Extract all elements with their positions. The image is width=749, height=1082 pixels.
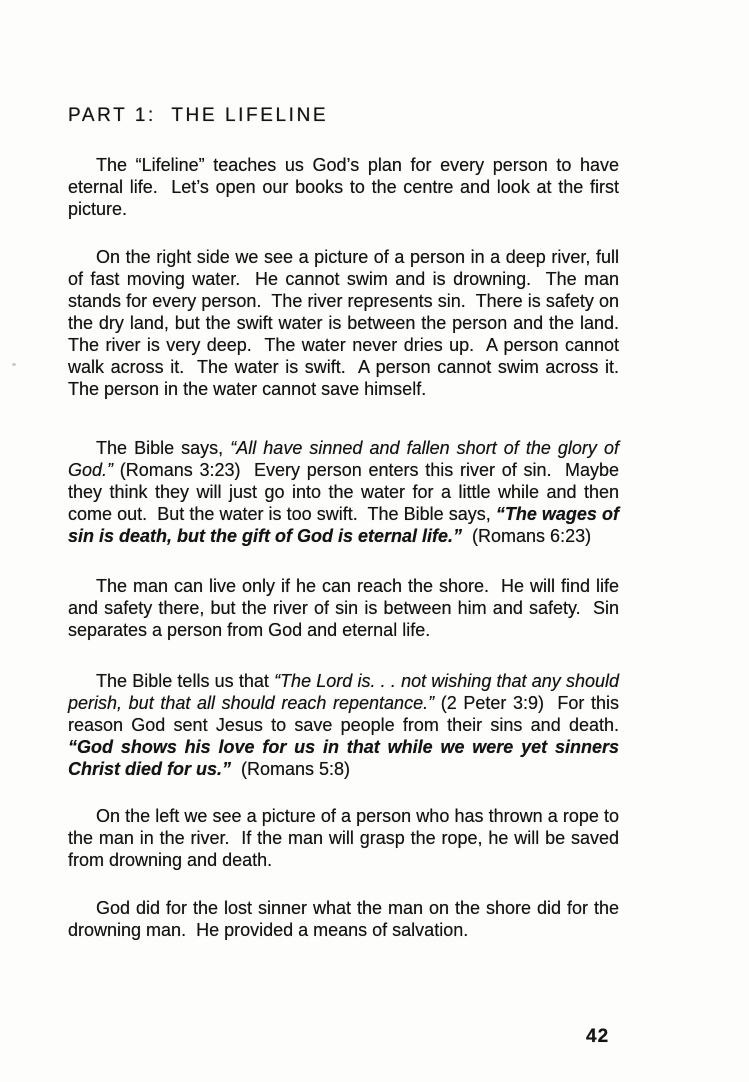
text-segment: “The wages of sin is death, but the gift of God is eternal life.” — [68, 504, 625, 546]
text-block — [68, 0, 630, 941]
text-segment: “All have sinned and fallen short of the glory of God.” — [68, 438, 624, 480]
paragraph — [68, 670, 629, 780]
text-segment: (Romans 6:23) — [462, 526, 592, 546]
paragraph — [68, 575, 625, 641]
text-segment: On the left we see a picture of a person who has thrown a rope to the man in the river. If the man will grasp the rope, he will be saved from drowning and death. — [68, 806, 625, 870]
text-segment: (Romans 3:23) Every person enters this river of sin. Maybe they think they will just go into the water for a little while and then come out. But the water is too swift. The Bible says, — [68, 460, 625, 524]
text-segment: “God shows his love for us in that while we were yet sinners Christ died for us.” — [68, 737, 625, 779]
section-heading: PART 1: THE LIFELINE — [68, 105, 329, 126]
text-segment: The man can live only if he can reach the shore. He will find life and safety there, but the river of sin is between him and safety. Sin separates a person from God and eternal life. — [68, 576, 625, 640]
body-paragraphs — [68, 154, 630, 941]
paragraph — [68, 246, 630, 400]
text-segment: The “Lifeline” teaches us God’s plan for every person to have eternal life. Let’s open our books to the centre and look at the first picture. — [68, 155, 625, 219]
scan-artifact — [12, 363, 16, 366]
text-segment: “The Lord is. . . not wishing that any should perish, but that all should reach repentance.” — [68, 671, 625, 713]
paragraph — [68, 154, 625, 220]
paragraph — [68, 437, 625, 547]
text-segment: God did for the lost sinner what the man on the shore did for the drowning man. He provided a means of salvation. — [68, 898, 625, 940]
text-segment: (2 Peter 3:9) For this reason God sent Jesus to save people from their sins and death. — [68, 693, 629, 735]
text-segment: The Bible says, — [96, 438, 231, 458]
text-segment: On the right side we see a picture of a person in a deep river, full of fast moving water. He cannot swim and is drowning. The man stands for every person. The river represents sin. There is safety on the dry land, but the swift water is between the person and the land. The river is very deep. The water never dries up. A person cannot walk across it. The water is swift. A person cannot swim across it. The person in the water cannot save himself. — [68, 247, 630, 399]
text-segment: (Romans 5:8) — [231, 759, 351, 779]
paragraph — [68, 897, 625, 941]
paragraph — [68, 805, 625, 871]
text-segment: The Bible tells us that — [96, 671, 275, 691]
page-number: 42 — [586, 1026, 610, 1047]
